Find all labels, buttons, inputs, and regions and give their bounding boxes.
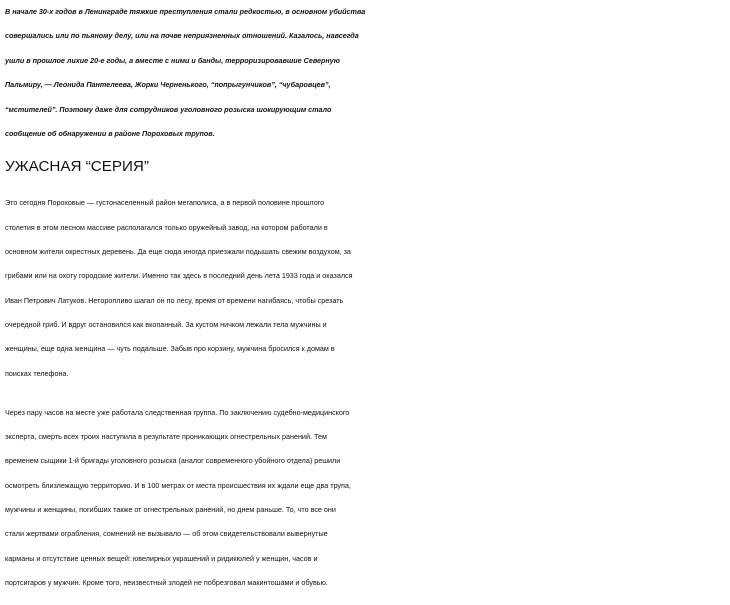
paragraph-line: временем сыщики 1-й бригады уголовного розыска (аналог современного убойного отдела) решили: [5, 456, 341, 466]
lead-line: В начале 30-х годов в Ленинграде тяжкие преступления стали редкостью, в основном убийства: [5, 7, 366, 16]
paragraph-line: женщины, еще одна женщина — чуть подальше. Забыв про корзину, мужчина бросился к домам в: [5, 344, 335, 354]
paragraph-line: осмотреть близлежащую территорию. И в 100 метрах от места происшествия их ждали еще два трупа,: [5, 480, 351, 490]
paragraph-line: эксперта, смерть всех троих наступила в результате проникающих огнестрельных ранений. Тем: [5, 432, 327, 442]
section-heading: УЖАСНАЯ “СЕРИЯ”: [5, 158, 149, 176]
lead-line: Пальмиру, — Леонида Пантелеева, Жорки Черненького, “попрыгунчиков”, “чубаровцев”,: [5, 80, 331, 90]
paragraph-line: мужчины и женщины, погибших также от огнестрельных ранений, но днем раньше. То, что все они: [5, 505, 336, 514]
lead-line: ушли в прошлое лихие 20-е годы, а вместе с ними и банды, терроризировавшие Северную: [5, 55, 340, 65]
article: [5, 0, 727, 595]
paragraph-line: стали жертвами ограбления, сомнений не вызывало — об этом свидетельствовали вывернутые: [5, 529, 328, 539]
paragraph-line: очередной гриб. И вдруг остановился как вкопанный. За кустом ничком лежали тела мужчины и: [5, 319, 327, 329]
lead-line: “мстителей”. Поэтому даже для сотрудников уголовного розыска шокирующим стало: [5, 104, 332, 114]
paragraph-line: карманы и отсутствие ценных вещей: ювелирных украшений и ридикюлей у женщин, часов и: [5, 553, 318, 563]
paragraph-line: Это сегодня Пороховые — густонаселенный район мегаполиса, а в первой половине прошлого: [5, 198, 325, 208]
paragraph-line: столетия в этом лесном массиве располагался только оружейный завод, на котором работали в: [5, 222, 328, 232]
paragraph-line: Иван Петрович Латуков. Неторопливо шагал он по лесу, время от времени нагибаясь, чтобы срезать: [5, 295, 344, 305]
lead-line: совершались или по пьяному делу, или на почве неприязненных отношений. Казалось, навсегда: [5, 31, 359, 41]
paragraph-line: поисках телефона.: [5, 368, 69, 378]
article-paragraph-2: [5, 401, 727, 595]
paragraph-line: Через пару часов на месте уже работала следственная группа. По заключению судебно-медицинского: [5, 407, 350, 417]
lead-line: сообщение об обнаружении в районе Пороховых трупов.: [5, 129, 215, 139]
paragraph-line: основном жители окрестных деревень. Да еще сюда иногда приезжали подышать свежим воздухом, за: [5, 247, 351, 257]
paragraph-line: портсигаров у мужчин. Кроме того, неизвестный злодей не побрезговал макинтошами и обувью.: [5, 577, 328, 587]
paragraph-line: грибами или на охоту городские жители. Именно так здесь в последний день лета 1933 года и оказался: [5, 271, 353, 281]
article-lead: [5, 0, 727, 146]
article-paragraph-1: [5, 191, 727, 385]
